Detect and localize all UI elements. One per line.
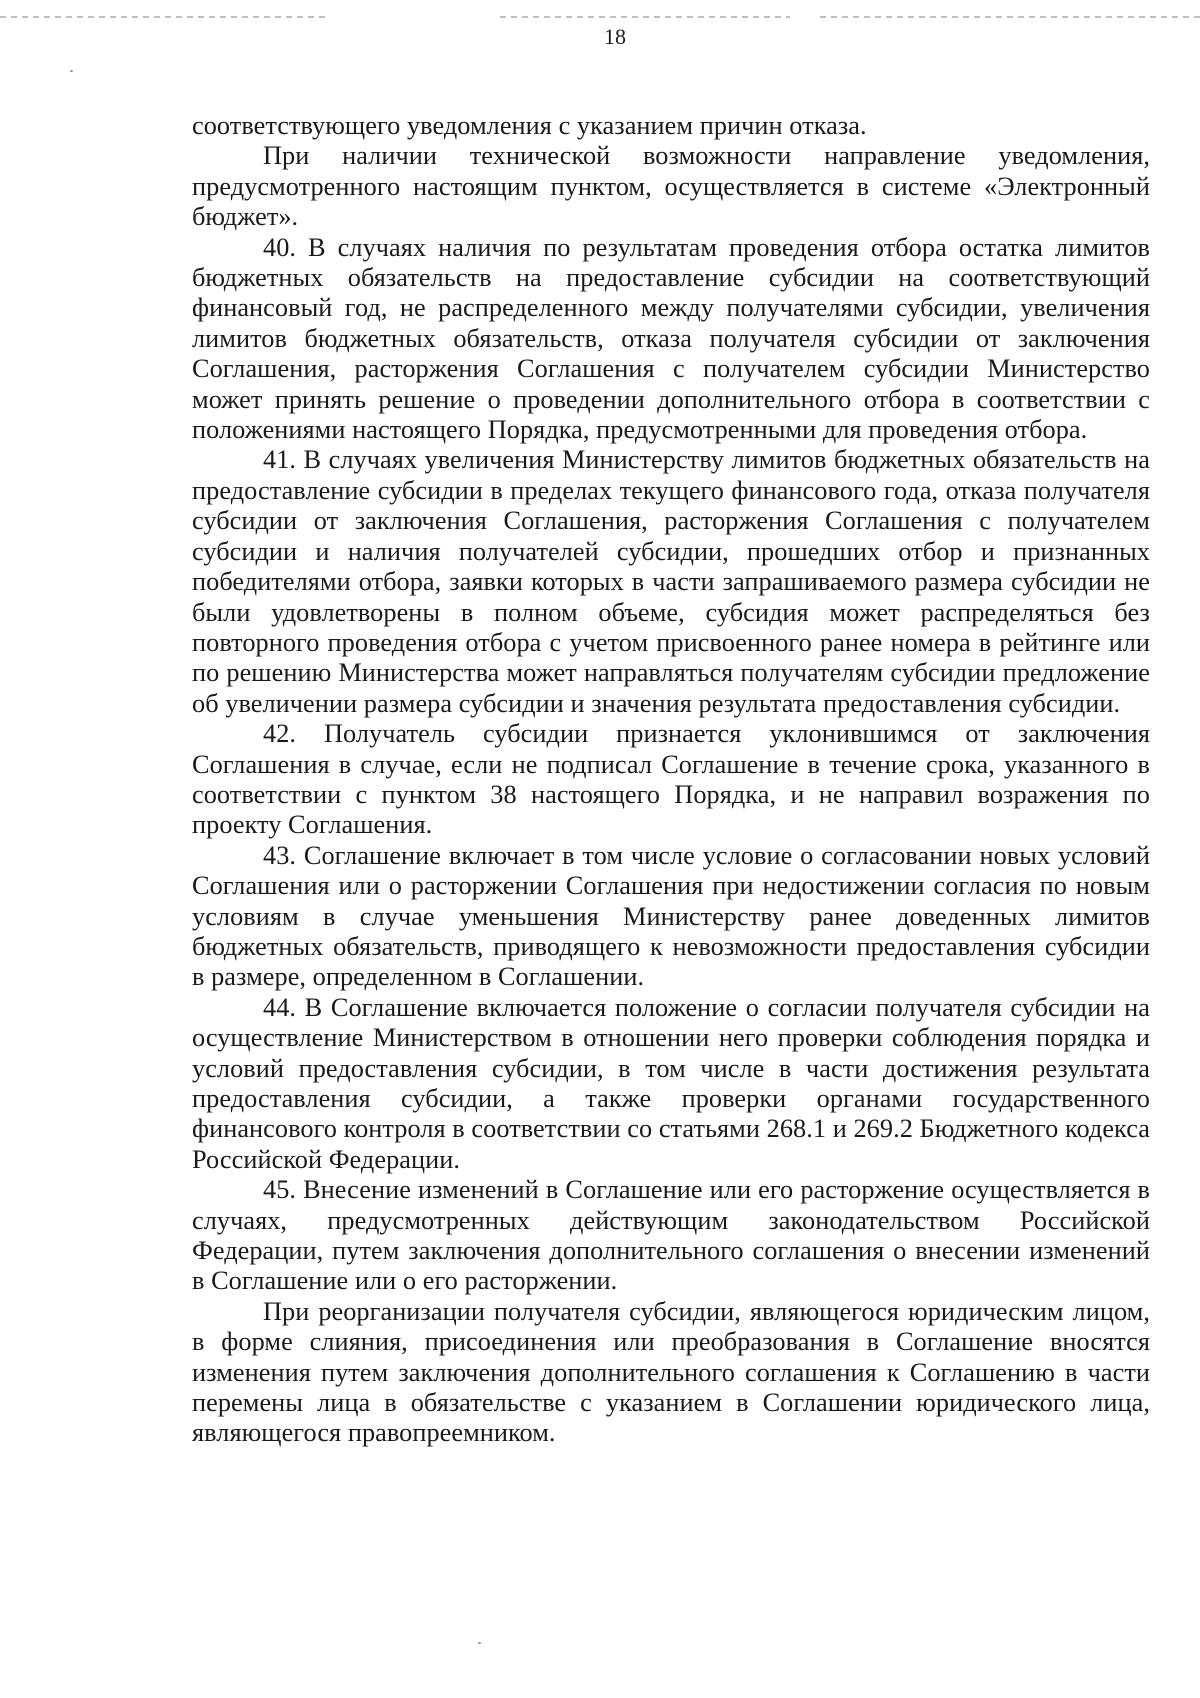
paragraph-item-42: 42. Получатель субсидии признается уклонившимся от заключения Соглашения в случае, если не подписал Соглашение в течение срока, указанного в соответствии с пунктом 38 настоящего Порядка, и не направил возражения по проекту Соглашения. [192, 719, 1150, 840]
scan-speck [70, 70, 73, 72]
paragraph: соответствующего уведомления с указанием причин отказа. [192, 111, 867, 140]
paragraph: При наличии технической возможности направление уведомления, предусмотренного настоящим пунктом, осуществляется в системе «Электронный бюджет». [192, 141, 1150, 232]
paragraph-item-44: 44. В Соглашение включается положение о согласии получателя субсидии на осуществление Министерством в отношении него проверки соблюдения порядка и условий предоставления субсидии, в том числе в части достижения результата предоставления субсидии, а также проверки органами государственного финансового контроля в соответствии со статьями 268.1 и 269.2 Бюджетного кодекса Российской Федерации. [192, 992, 1150, 1174]
document-body [192, 111, 1150, 1449]
scan-artifact-line [500, 16, 790, 18]
paragraph-item-45: 45. Внесение изменений в Соглашение или его расторжение осуществляется в случаях, предусмотренных действующим законодательством Российской Федерации, путем заключения дополнительного соглашения о внесении изменений в Соглашение или о его расторжении. [192, 1175, 1150, 1296]
paragraph-item-43: 43. Соглашение включает в том числе условие о согласовании новых условий Соглашения или о расторжении Соглашения при недостижении согласия по новым условиям в случае уменьшения Министерству ранее доведенных лимитов бюджетных обязательств, приводящего к невозможности предоставления субсидии в размере, определенном в Соглашении. [192, 840, 1150, 992]
paragraph: При реорганизации получателя субсидии, являющегося юридическим лицом, в форме слияния, присоединения или преобразования в Соглашение вносятся изменения путем заключения дополнительного соглашения к Соглашению в части перемены лица в обязательстве с указанием в Соглашении юридического лица, являющегося правопреемником. [192, 1296, 1150, 1448]
scan-artifact-line [0, 16, 330, 18]
page-number: 18 [604, 24, 626, 49]
scan-speck [478, 1642, 481, 1644]
paragraph-item-41: 41. В случаях увеличения Министерству лимитов бюджетных обязательств на предоставление субсидии в пределах текущего финансового года, отказа получателя субсидии от заключения Соглашения, расторжения Соглашения с получателем субсидии и наличия получателей субсидии, прошедших отбор и признанных победителями отбора, заявки которых в части запрашиваемого размера субсидии не были удовлетворены в полном объеме, субсидия может распределяться без повторного проведения отбора с учетом присвоенного ранее номера в рейтинге или по решению Министерства может направляться получателям субсидии предложение об увеличении размера субсидии и значения результата предоставления субсидии. [192, 445, 1150, 718]
paragraph-item-40: 40. В случаях наличия по результатам проведения отбора остатка лимитов бюджетных обязательств на предоставление субсидии на соответствующий финансовый год, не распределенного между получателями субсидии, увеличения лимитов бюджетных обязательств, отказа получателя субсидии от заключения Соглашения, расторжения Соглашения с получателем субсидии Министерство может принять решение о проведении дополнительного отбора в соответствии с положениями настоящего Порядка, предусмотренными для проведения отбора. [192, 232, 1150, 445]
scan-artifact-line [820, 16, 1200, 18]
